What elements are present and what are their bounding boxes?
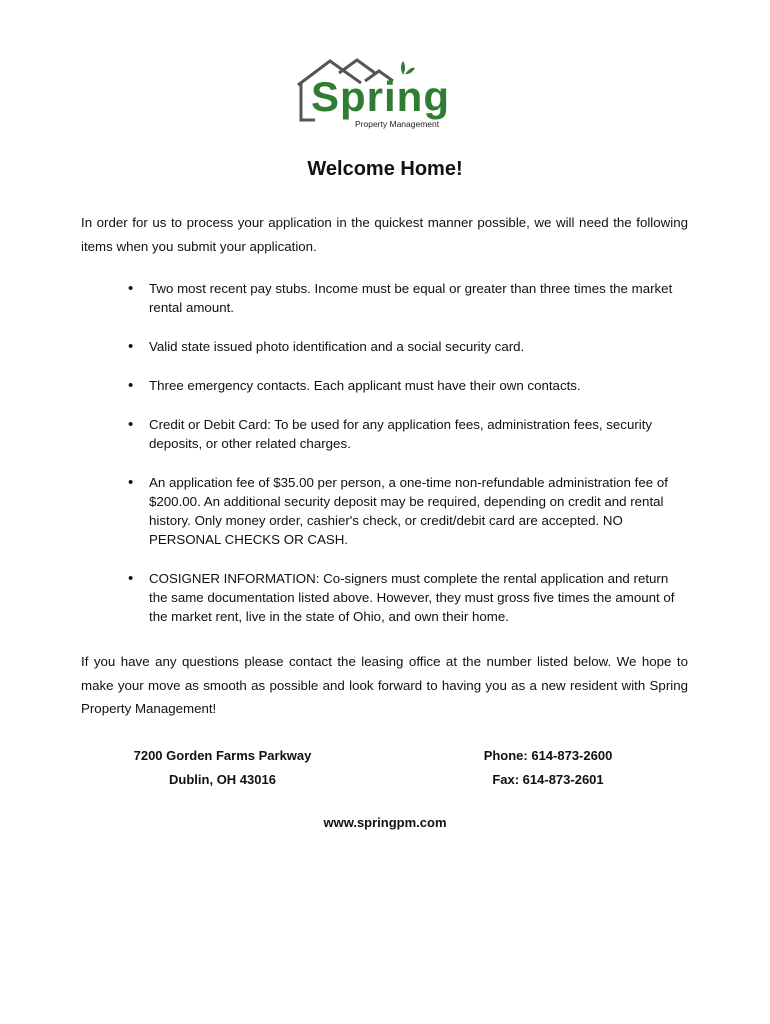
list-item: • Credit or Debit Card: To be used for any application fees, administration fees, security deposits, or other related charges. [149,415,689,453]
logo-wordmark: Spring [311,73,450,120]
intro-paragraph: In order for us to process your application in the quickest manner possible, we will need the following items when you submit your application. [81,215,688,254]
list-item: • Two most recent pay stubs. Income must be equal or greater than three times the market rental amount. [149,279,689,317]
office-phone-fax [458,744,638,791]
logo-tagline: Property Management [355,119,440,129]
fax-number: Fax: 614-873-2601 [492,771,604,787]
office-address [120,744,325,791]
website-link[interactable]: www.springpm.com [323,815,447,830]
list-item: • COSIGNER INFORMATION: Co-signers must complete the rental application and return the same documentation listed above. However, they must gross five times the amount of the market rent, live in the state of Ohio, and own their home. [149,569,689,626]
address-line-1: 7200 Gorden Farms Parkway [133,748,312,763]
address-line-2: Dublin, OH 43016 [169,771,276,787]
list-item: • Valid state issued photo identification and a social security card. [149,337,689,356]
list-item: • Three emergency contacts. Each applicant must have their own contacts. [149,376,689,395]
list-item: • An application fee of $35.00 per person, a one-time non-refundable administration fee of $200.00. An additional security deposit may be required, depending on credit and rental history. Only money order, cashier's check, or credit/debit card are accepted. NO PERSONAL CHECKS OR CASH. [149,473,689,549]
requirements-list [149,279,689,646]
closing-paragraph: If you have any questions please contact the leasing office at the number listed below. We hope to make your move as smooth as possible and look forward to having you as a new resident with Spring Property Management! [81,654,688,716]
spring-logo [293,55,478,133]
phone-number: Phone: 614-873-2600 [483,748,613,763]
page-title: Welcome Home! [307,158,463,180]
